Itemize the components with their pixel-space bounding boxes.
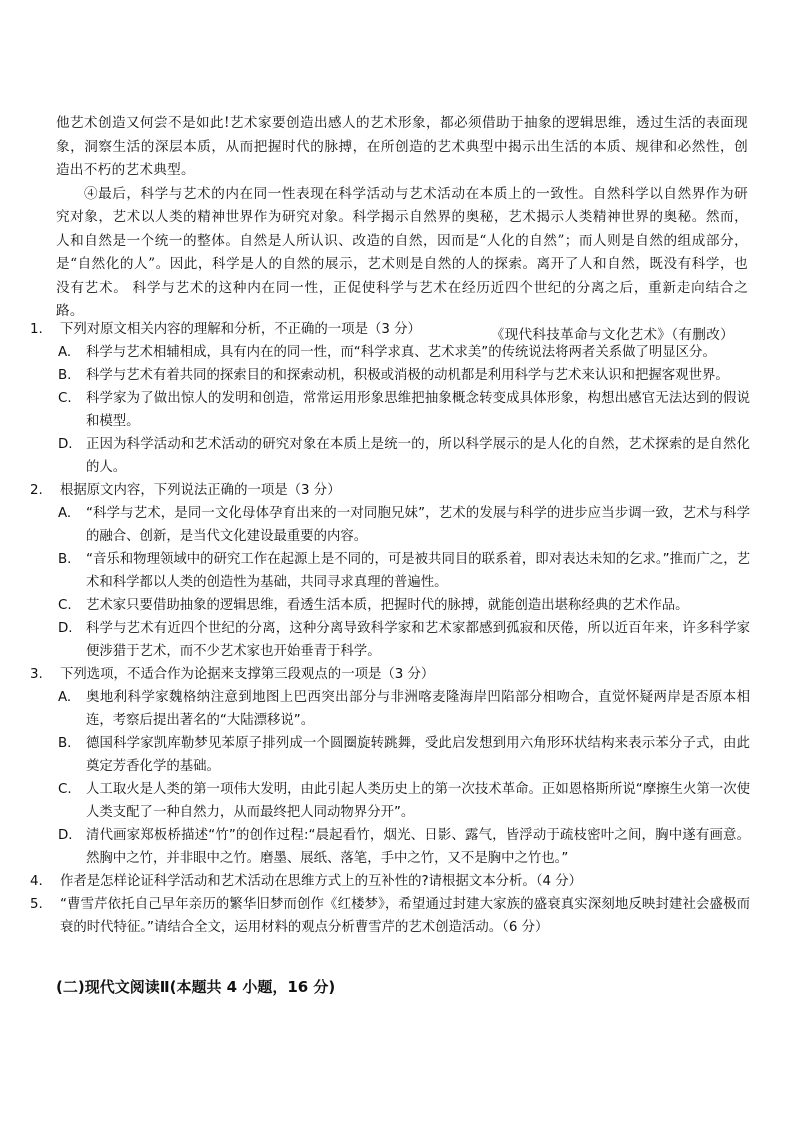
- passage-paragraph-1: 他艺术创造又何尝不是如此!艺术家要创造出感人的艺术形象，都必须借助于抽象的逻辑思维，透过生活的表面现象，洞察生活的深层本质，从而把握时代的脉搏，在所创造的艺术典型中揭示出生活的本质、规律和必然性，创造出不朽的艺术典型。: [56, 115, 748, 178]
- option-2c: [58, 594, 750, 617]
- option-label: A.: [58, 345, 72, 360]
- option-text: 人工取火是人类的第一项伟大发明，由此引起人类历史上的第一次技术革命。正如恩格斯所说“摩擦生火第一次使人类支配了一种自然力，从而最终把人同动物界分开”。: [86, 782, 750, 820]
- option-2b: [58, 548, 750, 594]
- question-stem: 下列选项，不适合作为论据来支撑第三段观点的一项是（3 分）: [60, 667, 435, 682]
- option-1c: [58, 387, 750, 433]
- option-label: D.: [58, 437, 73, 452]
- option-text: “科学与艺术，是同一文化母体孕育出来的一对同胞兄妹”，艺术的发展与科学的进步应当步调一致，艺术与科学的融合、创新，是当代文化建设最重要的内容。: [86, 506, 750, 544]
- question-stem: 下列对原文相关内容的理解和分析，不正确的一项是（3 分）: [60, 322, 421, 337]
- option-1d: [58, 433, 750, 479]
- option-label: A.: [58, 506, 72, 521]
- option-3a: [58, 686, 750, 732]
- option-label: C.: [58, 391, 72, 406]
- question-stem: “曹雪芹依托自己早年亲历的繁华旧梦而创作《红楼梦》，希望通过封建大家族的盛衰真实深刻地反映封建社会盛极而衰的时代特征。”请结合全文，运用材料的观点分析曹雪芹的艺术创造活动。（6 分）: [60, 897, 750, 935]
- question-4: [28, 870, 750, 893]
- option-text: 艺术家只要借助抽象的逻辑思维，看透生活本质，把握时代的脉搏，就能创造出堪称经典的艺术作品。: [86, 598, 689, 613]
- option-text: “音乐和物理领域中的研究工作在起源上是不同的，可是被共同目的联系着，即对表达未知的乞求。”推而广之，艺术和科学都以人类的创造性为基础，共同寻求真理的普遍性。: [86, 552, 750, 590]
- option-label: A.: [58, 690, 72, 705]
- option-label: B.: [58, 368, 72, 383]
- question-number: 5.: [30, 897, 43, 912]
- option-text: 科学家为了做出惊人的发明和创造，常常运用形象思维把抽象概念转变成具体形象，构想出感官无法达到的假说和模型。: [86, 391, 750, 429]
- passage-paragraph-2: ④最后，科学与艺术的内在同一性表现在科学活动与艺术活动在本质上的一致性。自然科学以自然界作为研究对象，艺术以人类的精神世界作为研究对象。科学揭示自然界的奥秘，艺术揭示人类精神世界的奥秘。然而，人和自然是一个统一的整体。自然是人所认识、改造的自然，因而是“人化的自然”；而人则是自然的组成部分，是“自然化的人”。因此，科学是人的自然的展示，艺术则是自然的人的探索。离开了人和自然，既没有科学，也没有艺术。 科学与艺术的这种内在同一性，正促使科学与艺术在经历近四个世纪的分离之后，重新走向结合之路。: [56, 185, 748, 319]
- option-1b: [58, 364, 750, 387]
- question-number: 1.: [30, 322, 43, 337]
- option-text: 科学与艺术相辅相成，具有内在的同一性，而“科学求真、艺术求美”的传统说法将两者关系做了明显区分。: [86, 345, 716, 360]
- option-3d: [58, 824, 750, 870]
- option-label: C.: [58, 598, 72, 613]
- question-stem: 作者是怎样论证科学活动和艺术活动在思维方式上的互补性的?请根据文本分析。（4 分）: [60, 874, 583, 889]
- option-text: 奥地利科学家魏格纳注意到地图上巴西突出部分与非洲喀麦隆海岸凹陷部分相吻合，直觉怀疑两岸是否原本相连，考察后提出著名的“大陆漂移说”。: [86, 690, 750, 728]
- option-label: B.: [58, 552, 72, 567]
- option-3b: [58, 732, 750, 778]
- option-3c: [58, 778, 750, 824]
- option-label: C.: [58, 782, 72, 797]
- section-heading: (二)现代文阅读Ⅱ(本题共 4 小题，16 分): [56, 978, 336, 996]
- option-1a: [58, 341, 750, 364]
- option-text: 清代画家郑板桥描述“竹”的创作过程:“晨起看竹，烟光、日影、露气，皆浮动于疏枝密叶之间，胸中遂有画意。然胸中之竹，并非眼中之竹。磨墨、展纸、落笔，手中之竹，又不是胸中之竹也。”: [86, 828, 750, 866]
- question-5: [28, 893, 750, 939]
- question-3: [28, 663, 750, 686]
- option-2d: [58, 617, 750, 663]
- question-number: 4.: [30, 874, 43, 889]
- option-text: 科学与艺术有近四个世纪的分离，这种分离导致科学家和艺术家都感到孤寂和厌倦，所以近百年来，许多科学家便涉猎于艺术，而不少艺术家也开始垂青于科学。: [86, 621, 750, 659]
- question-2: [28, 479, 750, 502]
- question-number: 2.: [30, 483, 43, 498]
- question-stem: 根据原文内容，下列说法正确的一项是（3 分）: [60, 483, 341, 498]
- option-text: 科学与艺术有着共同的探索目的和探索动机，积极或消极的动机都是利用科学与艺术来认识和把握客观世界。: [86, 368, 729, 383]
- passage-source: 《现代科技革命与文化艺术》（有删改）: [490, 326, 734, 343]
- option-label: D.: [58, 828, 73, 843]
- question-number: 3.: [30, 667, 43, 682]
- option-text: 德国科学家凯库勒梦见苯原子排列成一个圆圈旋转跳舞，受此启发想到用六角形环状结构来表示苯分子式，由此奠定芳香化学的基础。: [86, 736, 750, 774]
- option-text: 正因为科学活动和艺术活动的研究对象在本质上是统一的，所以科学展示的是人化的自然，艺术探索的是自然化的人。: [86, 437, 750, 475]
- option-2a: [58, 502, 750, 548]
- option-label: D.: [58, 621, 73, 636]
- option-label: B.: [58, 736, 72, 751]
- reading-passage: [56, 112, 748, 347]
- question-list: [28, 318, 750, 939]
- question-1: [28, 318, 750, 341]
